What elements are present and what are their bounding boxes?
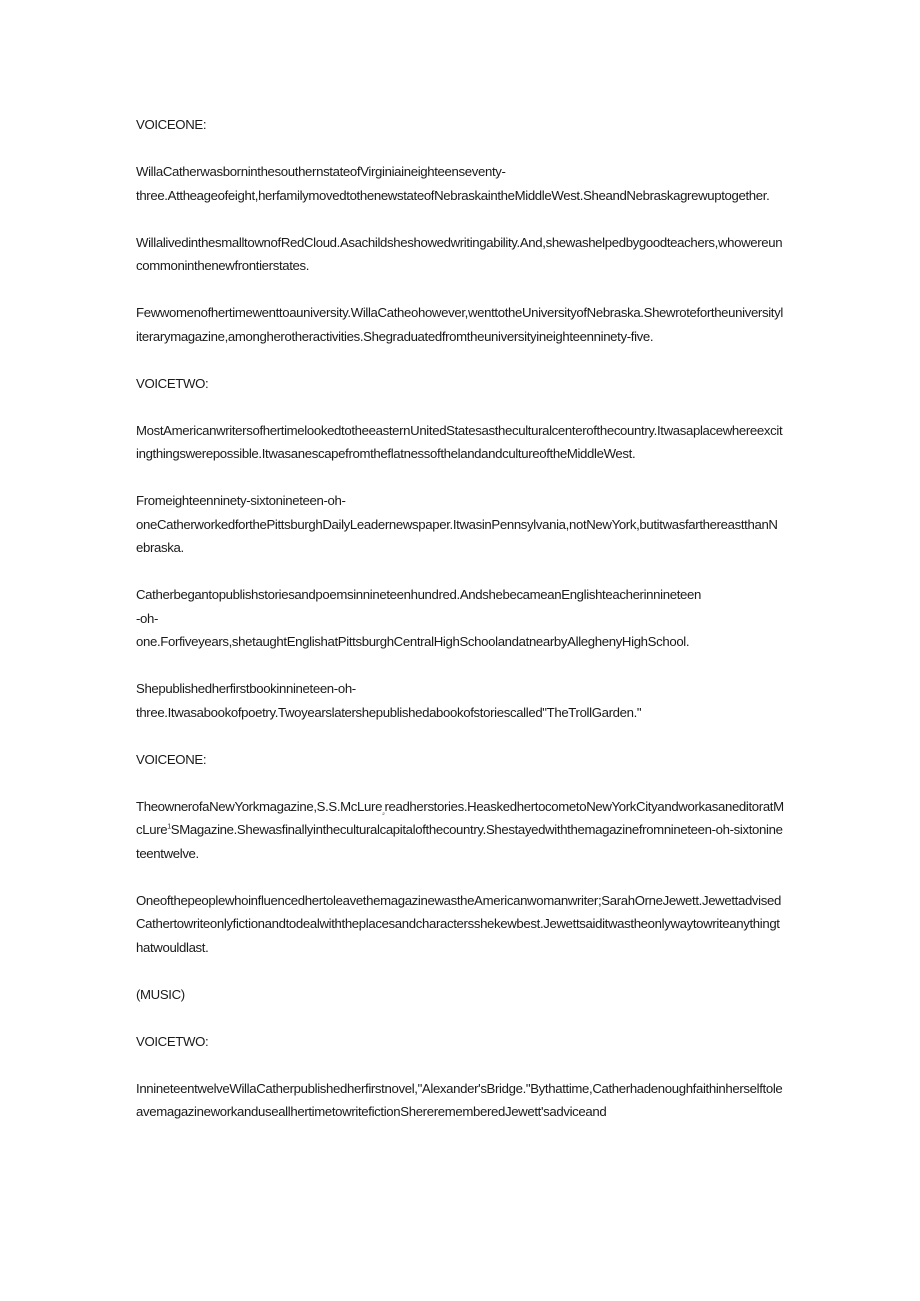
- paragraph-text: SMagazine.Shewasfinallyintheculturalcapitalofthecountry.Shestayedwiththemagazinefromnineteen-oh-sixtonineteentwelve.: [136, 822, 783, 861]
- document-page: [136, 113, 784, 1147]
- paragraph-text: readherstories.HeaskedhertocometoNewYorkCityandworkasaneditoratMcLure: [136, 798, 784, 837]
- paragraph: Fromeighteenninety-sixtonineteen-oh- oneCatherworkedforthePittsburghDailyLeadernewspaper.ItwasinPennsylvania,notNewYork,butitwasfarthereastthanNebraska.: [136, 493, 778, 555]
- speaker-label: VOICEONE:: [136, 751, 207, 767]
- paragraph: WillaCatherwasborninthesouthernstateofVirginiaineighteenseventy- three.Attheageofeight,herfamilymovedtothenewstateofNebraskaintheMiddleWest.SheandNebraskagrewuptogether.: [136, 164, 770, 203]
- subscript-mark: ₂: [382, 809, 385, 817]
- paragraph-text: TheownerofaNewYorkmagazine,S.S.McLure: [136, 798, 383, 814]
- paragraph: MostAmericanwritersofhertimelookedtotheeasternUnitedStatesastheculturalcenterofthecountry.Itwasaplacewhereexcitingthingswerepossible.ItwasanescapefromtheflatnessofthelandandcultureoftheMiddleWest.: [136, 422, 783, 461]
- paragraph: WillalivedinthesmalltownofRedCloud.Asachildsheshowedwritingability.And,shewashelpedbygoodteachers,whowereuncommoninthenewfrontierstates.: [136, 234, 783, 273]
- speaker-label: VOICETWO:: [136, 375, 209, 391]
- paragraph: InnineteentwelveWillaCatherpublishedherfirstnovel,"Alexander'sBridge."Bythattime,CatherhadenoughfaithinherselftoleavemagazineworkanduseallhertimetowritefictionShererememberedJewett'sadviceand: [136, 1080, 783, 1119]
- paragraph: Catherbegantopublishstoriesandpoemsinnineteenhundred.AndshebecameanEnglishteacherinnineteen -oh- one.Forfiveyears,shetaughtEnglishatPittsburghCentralHighSchoolandatnearbyAlleghenyHighSchool.: [136, 587, 701, 649]
- speaker-label: VOICETWO:: [136, 1033, 209, 1049]
- paragraph: Shepublishedherfirstbookinnineteen-oh- three.Itwasabookofpoetry.Twoyearslatershepublishedabookofstoriescalled"TheTrollGarden.": [136, 681, 642, 720]
- superscript-mark: 1: [167, 823, 171, 831]
- paragraph-mcclure: [136, 795, 784, 866]
- paragraph: OneofthepeoplewhoinfluencedhertoleavethemagazinewastheAmericanwomanwriter;SarahOrneJewett.JewettadvisedCathertowriteonlyfictionandtodealwiththeplacesandcharactersshekewbest.Jewettsaiditwastheonlywaytowriteanythingthatwouldlast.: [136, 892, 781, 955]
- music-cue: (MUSIC): [136, 986, 185, 1002]
- paragraph: Fewwomenofhertimewenttoauniversity.WillaCatheohowever,wenttotheUniversityofNebraska.Shewrotefortheuniversityliterarymagazine,amongherotheractivities.Shegraduatedfromtheuniversityineighteenninety-five.: [136, 305, 783, 344]
- speaker-label: VOICEONE:: [136, 117, 207, 132]
